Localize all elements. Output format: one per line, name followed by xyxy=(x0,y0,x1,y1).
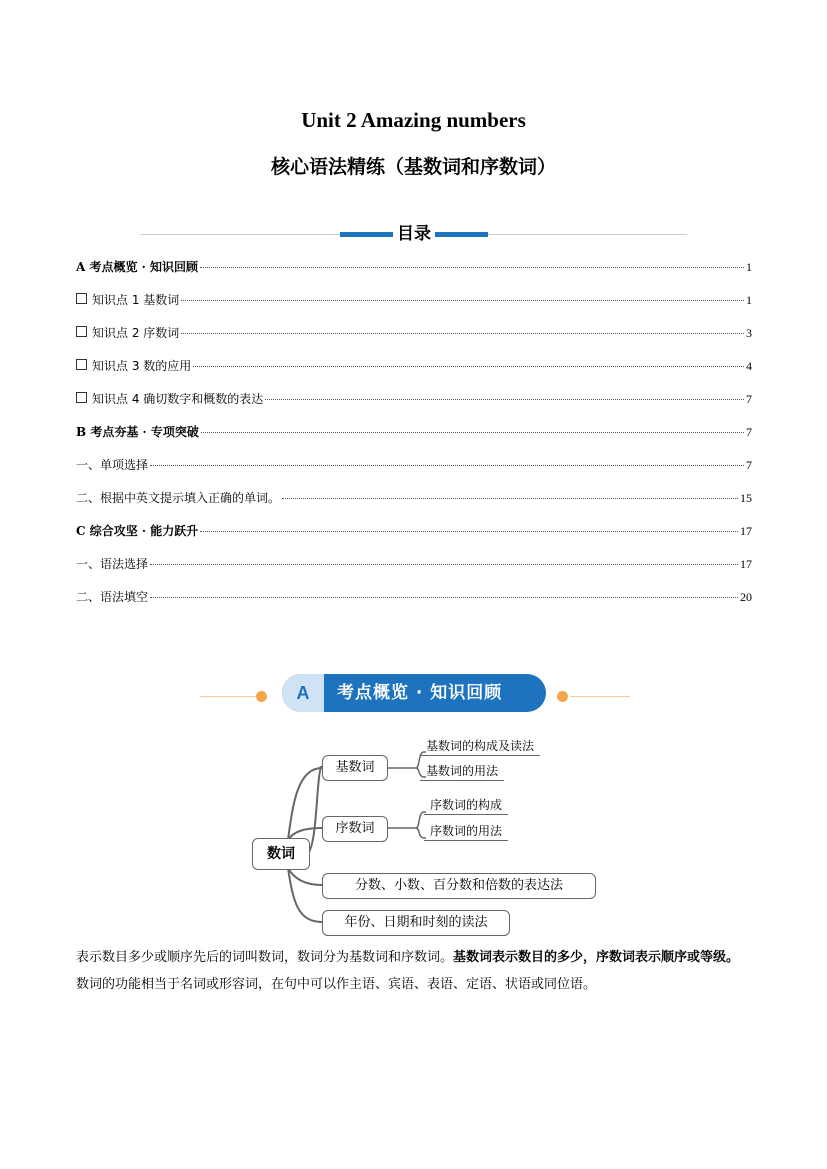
toc-leader-dots xyxy=(200,267,744,268)
toc-leader-dots xyxy=(181,333,744,334)
toc-leader-dots xyxy=(150,564,738,565)
toc-entry-text: 二、语法填空 xyxy=(76,590,149,604)
intro-text-1: 表示数目多少或顺序先后的词叫数词，数词分为基数词和序数词。 xyxy=(76,950,454,965)
toc-entry[interactable] xyxy=(76,258,752,291)
toc-heading: 目录 xyxy=(397,224,431,244)
toc-leader-dots xyxy=(150,465,744,466)
mind-map-ordinal-leaf-1: 序数词的构成 xyxy=(424,796,508,815)
toc-entry-text: 一、语法选择 xyxy=(76,557,149,571)
checkbox-icon xyxy=(76,326,87,337)
toc-heading-line-left xyxy=(140,234,340,235)
toc-leader-dots xyxy=(282,498,738,499)
checkbox-icon xyxy=(76,359,87,370)
mind-map-fractions: 分数、小数、百分数和倍数的表达法 xyxy=(322,873,596,899)
mind-map-cardinal-leaf-2: 基数词的用法 xyxy=(420,762,504,781)
toc-page-number: 17 xyxy=(740,524,752,538)
mind-map-root: 数词 xyxy=(252,838,310,870)
banner-dot-right xyxy=(557,691,568,702)
toc-page-number: 17 xyxy=(740,557,752,571)
mind-map-ordinal-leaf-2: 序数词的用法 xyxy=(424,822,508,841)
toc-entry-text: 知识点 1 基数词 xyxy=(92,293,180,307)
section-a-title: 考点概览 · 知识回顾 xyxy=(337,683,503,703)
banner-line-left xyxy=(200,696,260,697)
toc-page-number: 15 xyxy=(740,491,752,505)
toc-entry[interactable] xyxy=(76,324,752,357)
toc-heading-bar-right xyxy=(435,232,488,237)
toc-leader-dots xyxy=(150,597,738,598)
banner-dot-left xyxy=(256,691,267,702)
toc-leader-dots xyxy=(200,531,738,532)
section-a-pill xyxy=(282,674,546,712)
toc-entry[interactable] xyxy=(76,423,752,456)
intro-text-3: 数词的功能相当于名词或形容词，在句中可以作主语、宾语、表语、定语、状语或同位语。 xyxy=(76,977,597,992)
table-of-contents xyxy=(76,258,752,621)
mind-map-cardinal: 基数词 xyxy=(322,755,388,781)
intro-paragraph xyxy=(76,944,752,998)
toc-entry[interactable] xyxy=(76,555,752,588)
mind-map-ordinal: 序数词 xyxy=(322,816,388,842)
toc-entry[interactable] xyxy=(76,489,752,522)
toc-page-number: 7 xyxy=(746,425,752,439)
toc-entry[interactable] xyxy=(76,522,752,555)
toc-entry-text: 二、根据中英文提示填入正确的单词。 xyxy=(76,491,281,505)
toc-leader-dots xyxy=(201,432,744,433)
toc-leader-dots xyxy=(265,399,744,400)
toc-entry[interactable] xyxy=(76,588,752,621)
document-title: Unit 2 Amazing numbers xyxy=(301,108,526,132)
toc-heading-line-right xyxy=(488,234,687,235)
toc-page-number: 1 xyxy=(746,260,752,274)
toc-entry-text: 知识点 3 数的应用 xyxy=(92,359,192,373)
checkbox-icon xyxy=(76,293,87,304)
intro-text-bold: 基数词表示数目的多少，序数词表示顺序或等级。 xyxy=(453,950,740,965)
toc-heading-banner xyxy=(140,219,687,243)
toc-heading-bar-left xyxy=(340,232,393,237)
toc-entry-text: 知识点 4 确切数字和概数的表达 xyxy=(92,392,264,406)
numerals-mind-map xyxy=(248,732,608,942)
toc-entry-text: 一、单项选择 xyxy=(76,458,149,472)
mind-map-cardinal-leaf-1: 基数词的构成及读法 xyxy=(420,737,540,756)
toc-entry[interactable] xyxy=(76,390,752,423)
document-subtitle: 核心语法精练（基数词和序数词） xyxy=(270,156,556,178)
toc-entry[interactable] xyxy=(76,357,752,390)
toc-page-number: 3 xyxy=(746,326,752,340)
toc-page-number: 1 xyxy=(746,293,752,307)
toc-entry[interactable] xyxy=(76,456,752,489)
banner-line-right xyxy=(570,696,630,697)
toc-entry-text: 知识点 2 序数词 xyxy=(92,326,180,340)
toc-page-number: 7 xyxy=(746,458,752,472)
checkbox-icon xyxy=(76,392,87,403)
section-a-banner xyxy=(200,674,630,714)
toc-page-number: 7 xyxy=(746,392,752,406)
toc-entry-text: C 综合攻坚 · 能力跃升 xyxy=(76,524,199,538)
toc-entry-text: B 考点夯基 · 专项突破 xyxy=(76,425,199,439)
toc-leader-dots xyxy=(181,300,744,301)
toc-entry[interactable] xyxy=(76,291,752,324)
toc-page-number: 20 xyxy=(740,590,752,604)
toc-page-number: 4 xyxy=(746,359,752,373)
toc-leader-dots xyxy=(193,366,744,367)
toc-entry-text: A 考点概览 · 知识回顾 xyxy=(76,260,199,274)
mind-map-dates: 年份、日期和时刻的读法 xyxy=(322,910,510,936)
section-a-letter: A xyxy=(282,674,324,712)
